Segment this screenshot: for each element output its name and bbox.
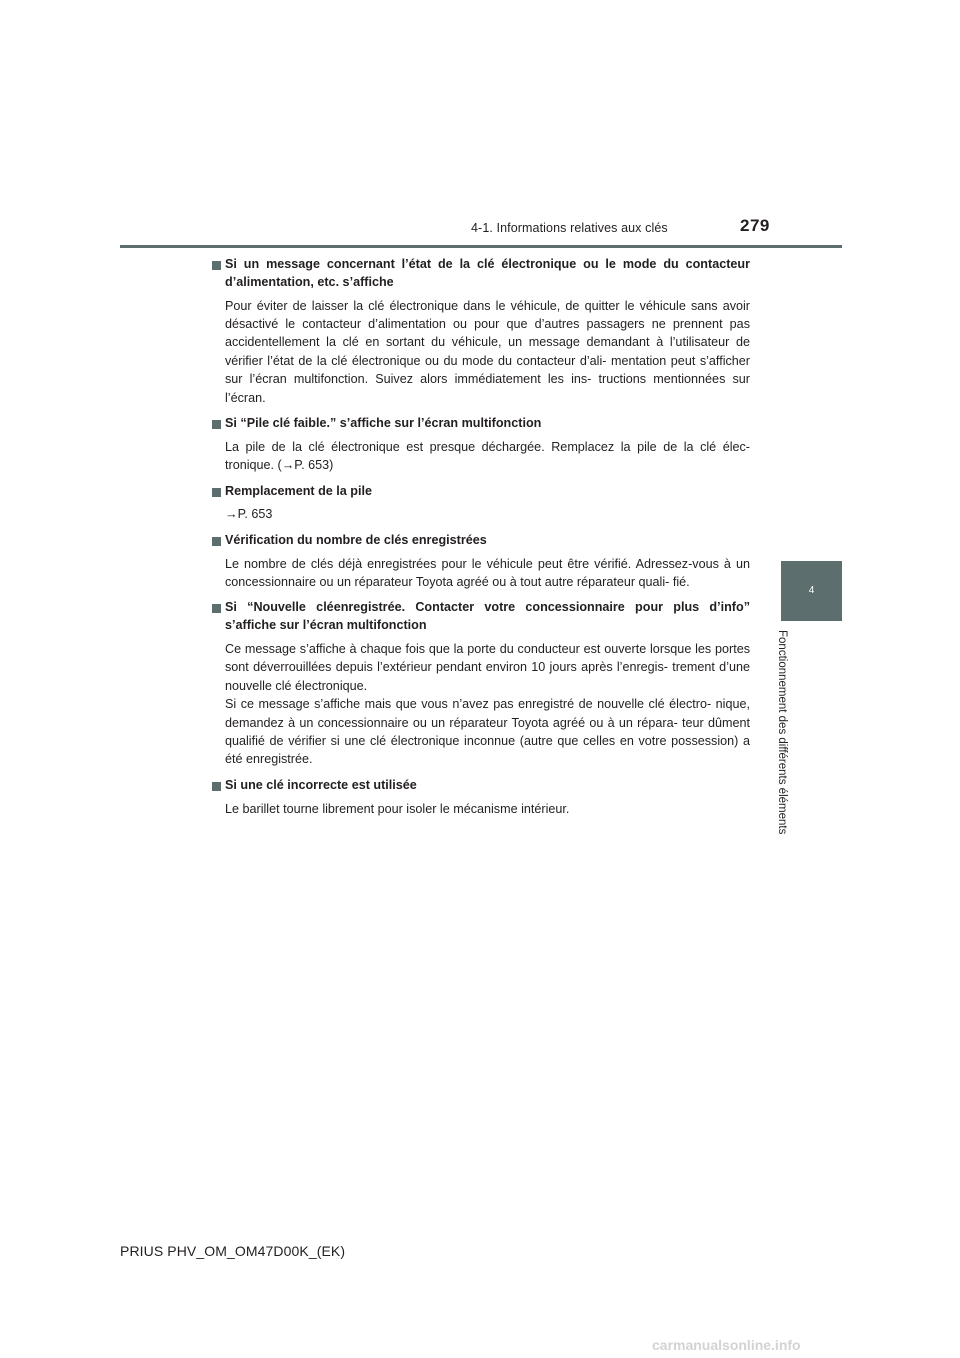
watermark: carmanualsonline.info (652, 1337, 801, 1353)
item-heading-text: Si “Pile clé faible.” s’affiche sur l’écran multifonction (225, 416, 542, 431)
section-title: 4-1. Informations relatives aux clés (471, 221, 668, 235)
chapter-number: 4 (808, 585, 815, 596)
bullet-square-icon (212, 261, 221, 270)
bullet-square-icon (212, 420, 221, 429)
bullet-square-icon (212, 604, 221, 613)
item-body (212, 297, 750, 407)
item-heading (212, 483, 750, 501)
item-heading (212, 532, 750, 550)
item-heading (212, 777, 750, 795)
list-item (212, 256, 750, 407)
item-heading-text: Vérification du nombre de clés enregistrées (225, 532, 487, 547)
item-body (212, 640, 750, 769)
item-body (212, 555, 750, 592)
list-item (212, 532, 750, 592)
item-heading-text: Remplacement de la pile (225, 483, 372, 498)
item-paragraph: Le barillet tourne librement pour isoler le mécanisme intérieur. (225, 801, 570, 816)
list-item (212, 483, 750, 524)
item-paragraph: La pile de la clé électronique est presque déchargée. Remplacez la pile de la clé élec- tronique. (→P. 653) (225, 439, 750, 473)
page-number: 279 (740, 216, 770, 235)
list-item (212, 599, 750, 768)
item-body (212, 505, 750, 523)
list-item (212, 415, 750, 475)
main-content (212, 256, 750, 826)
chapter-tab (781, 561, 842, 621)
bullet-square-icon (212, 488, 221, 497)
item-paragraph: Si ce message s’affiche mais que vous n’avez pas enregistré de nouvelle clé électro- nique, demandez à un concessionnaire ou un réparateur Toyota agréé ou à un répara- teur dûment qualifié de vérifier si une clé électronique inconnue (autre que celles en votre possession) a été enregistrée. (225, 697, 750, 767)
page-header (0, 0, 960, 250)
item-heading-text: Si une clé incorrecte est utilisée (225, 777, 417, 792)
item-paragraph: Pour éviter de laisser la clé électronique dans le véhicule, de quitter le véhicule sans avoir désactivé le contacteur d’alimentation ou pour que d’autres passagers ne prennent pas accidentellement la clé en sortant du véhicule, un message demandant à l’utilisateur de vérifier l’état de la clé électronique ou du mode du contacteur d’ali- mentation peut s’afficher sur l’écran multifonction. Suivez alors immédiatement les ins- tructions mentionnées sur l’écran. (225, 298, 750, 405)
item-heading-text: Si un message concernant l’état de la clé électronique ou le mode du contacteur d’alimentation, etc. s’affiche (225, 257, 750, 289)
list-item (212, 777, 750, 818)
chapter-title: Fonctionnement des différents éléments (776, 630, 788, 835)
document-code: PRIUS PHV_OM_OM47D00K_(EK) (120, 1243, 346, 1259)
item-heading-text: Si “Nouvelle cléenregistrée. Contacter votre concessionnaire pour plus d’info” s’affiche sur l’écran multifonction (225, 600, 750, 633)
bullet-square-icon (212, 537, 221, 546)
item-heading (212, 599, 750, 635)
item-body (212, 438, 750, 475)
item-heading (212, 256, 750, 292)
item-paragraph: Le nombre de clés déjà enregistrées pour le véhicule peut être vérifié. Adressez-vous à un concessionnaire ou un réparateur Toyota agréé ou à tout autre réparateur quali- fié. (225, 556, 750, 590)
bullet-square-icon (212, 782, 221, 791)
item-heading (212, 415, 750, 433)
item-paragraph: Ce message s’affiche à chaque fois que la porte du conducteur est ouverte lorsque les portes sont déverrouillées depuis l’extérieur pendant environ 10 jours après l’enregis- trement d’une nouvelle clé électronique. (225, 642, 750, 693)
item-paragraph: →P. 653 (225, 507, 273, 522)
item-body (212, 800, 750, 818)
header-rule (120, 245, 842, 248)
